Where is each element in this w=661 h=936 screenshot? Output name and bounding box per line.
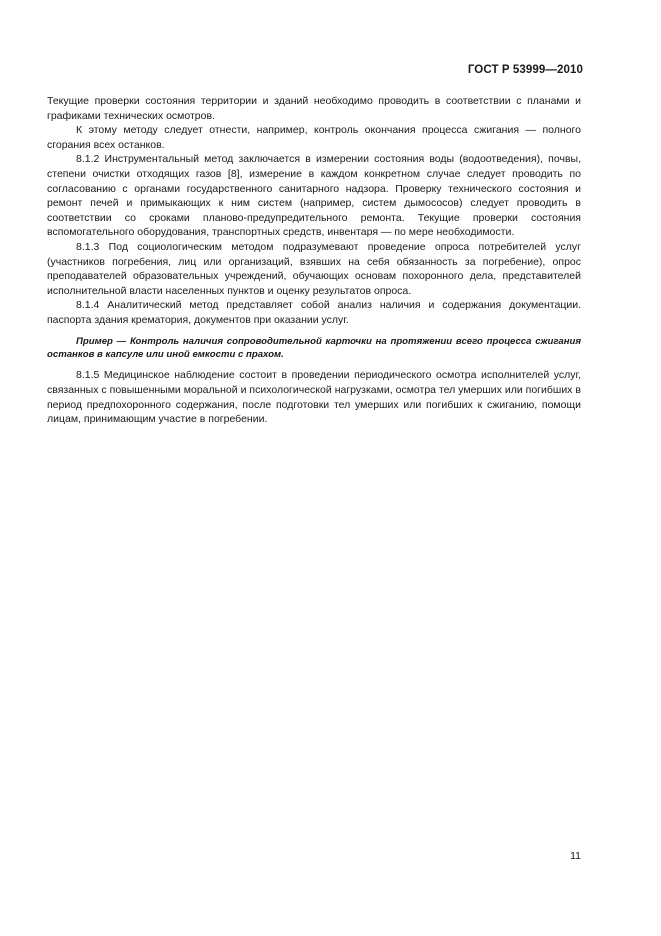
paragraph-8-1-3: 8.1.3 Под социологическим методом подразумевают проведение опроса потребителей услуг (участников погребения, лиц или организаций, взявших на себя обязанность за погребение), опрос преподавателей образовательных учреждений, обучающих основам похоронного дела, представителей исполнительной власти населенных пунктов и оценку результатов опроса. [47,240,581,297]
document-body [47,94,581,427]
example-note: Пример — Контроль наличия сопроводительной карточки на протяжении всего процесса сжигания останков в капсуле или иной емкости с прахом. [47,335,581,360]
paragraph-inspections: Текущие проверки состояния территории и зданий необходимо проводить в соответствии с планами и графиками технических осмотров. [47,95,581,122]
paragraph-combustion-control: К этому методу следует отнести, например, контроль окончания процесса сжигания — полного сгорания всех останков. [47,124,581,151]
paragraph-8-1-4: 8.1.4 Аналитический метод представляет собой анализ наличия и содержания документации. паспорта здания крематория, документов при оказании услуг. [47,299,581,326]
standard-header: ГОСТ Р 53999—2010 [467,64,583,76]
paragraph-8-1-2: 8.1.2 Инструментальный метод заключается в измерении состояния воды (водоотведения), почвы, степени очистки отходящих газов [8], измерение в каждом конкретном случае следует проводить по согласованию с органами государственного санитарного надзора. Проверку технического состояния и ремонт печей и примыкающих к ним систем (например, систем дымососов) следует проводить в соответствии со сроками планово-предупредительного ремонта. Текущие проверки состояния вспомогательного оборудования, транспортных средств, инвентаря — по мере необходимости. [47,153,581,239]
paragraph-8-1-5: 8.1.5 Медицинское наблюдение состоит в проведении периодического осмотра исполнителей услуг, связанных с повышенными моральной и психологической нагрузками, осмотра тел умерших или погибших в период предпохоронного содержания, после подготовки тел умерших или погибших к сжиганию, помощи лицам, принимающим участие в погребении. [47,369,581,426]
page-number: 11 [570,850,581,862]
